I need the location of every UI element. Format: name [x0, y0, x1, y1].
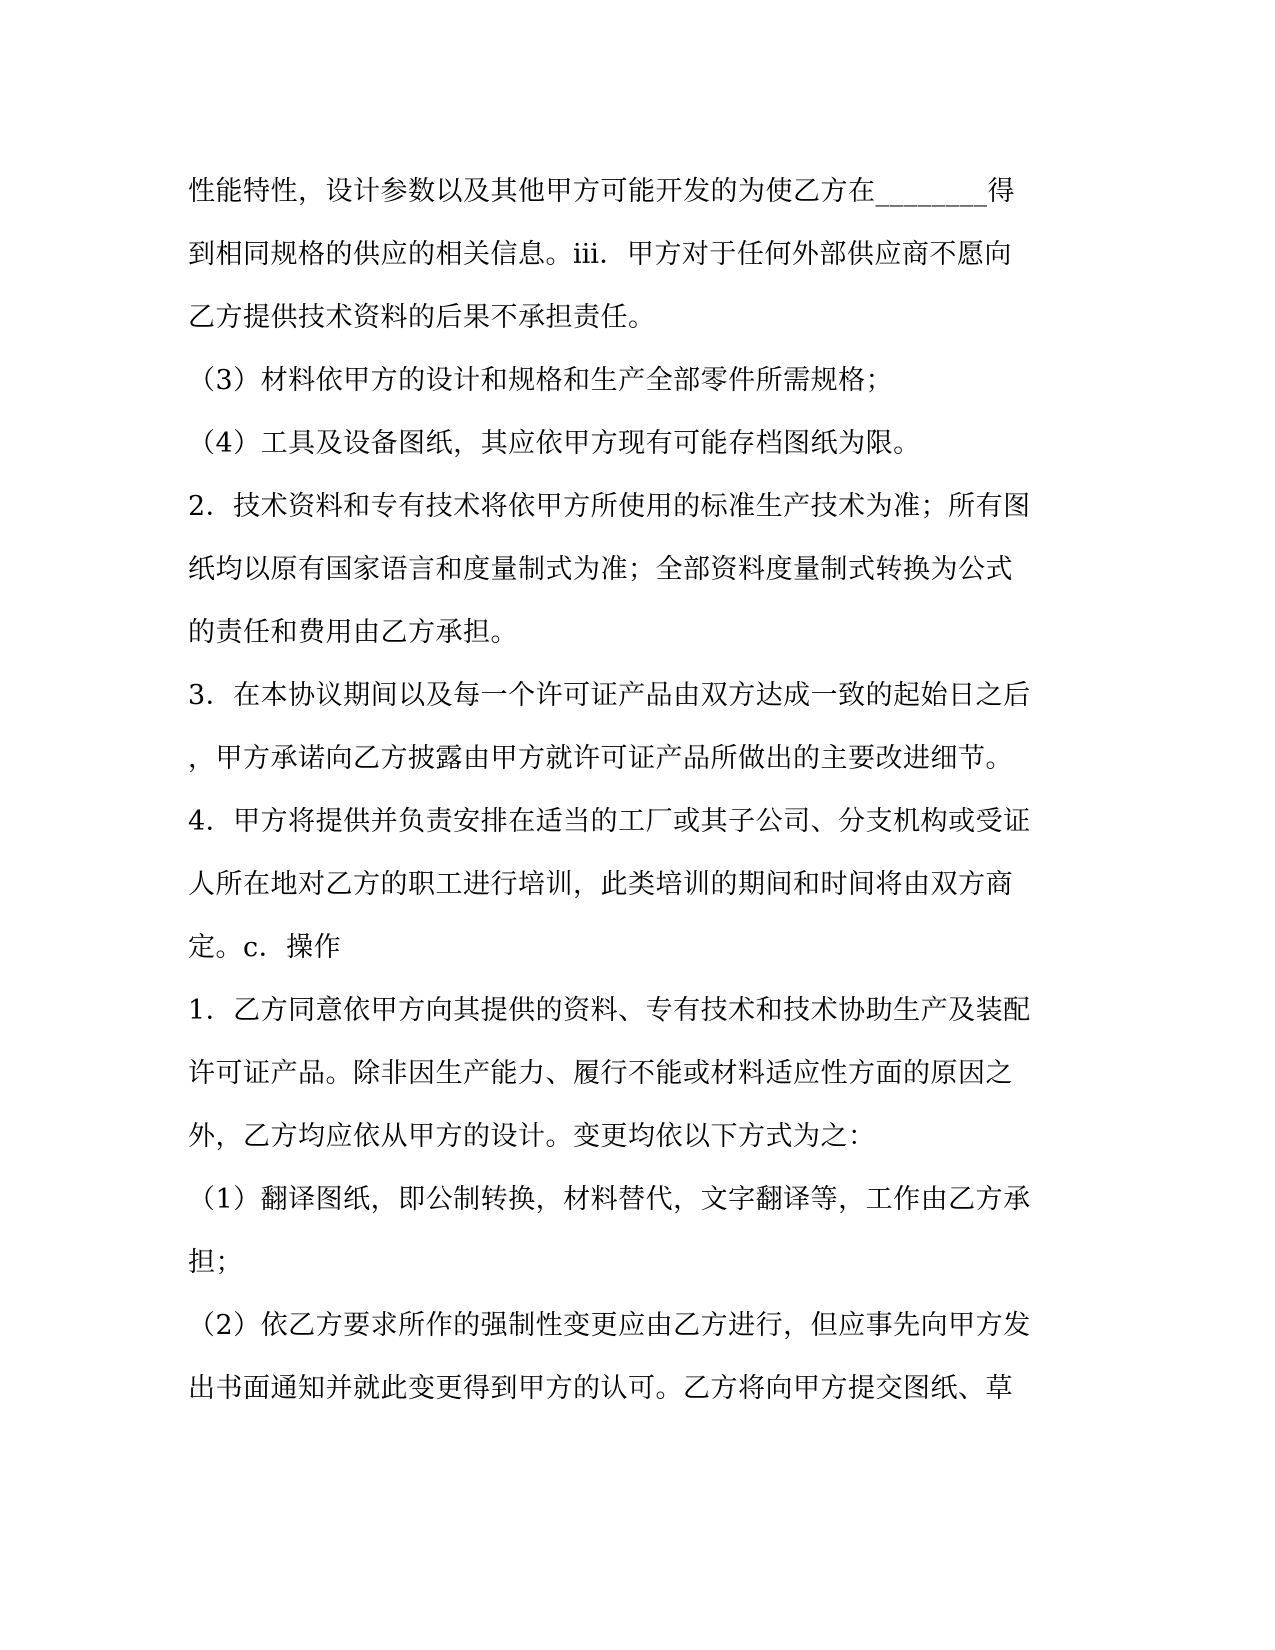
text-line: （3）材料依甲方的设计和规格和生产全部零件所需规格；	[188, 365, 894, 396]
text-line: 担；	[188, 1247, 243, 1278]
text-line: 2．技术资料和专有技术将依甲方所使用的标准生产技术为准；所有图	[188, 491, 1031, 522]
text-line: 性能特性，设计参数以及其他甲方可能开发的为使乙方在________得	[188, 176, 1015, 207]
text-line: 许可证产品。除非因生产能力、履行不能或材料适应性方面的原因之	[188, 1058, 1013, 1089]
text-line: 3．在本协议期间以及每一个许可证产品由双方达成一致的起始日之后	[188, 680, 1031, 711]
text-line: 人所在地对乙方的职工进行培训，此类培训的期间和时间将由双方商	[188, 869, 1013, 900]
text-line: 4．甲方将提供并负责安排在适当的工厂或其子公司、分支机构或受证	[188, 806, 1031, 837]
text-line: 外，乙方均应依从甲方的设计。变更均依以下方式为之：	[188, 1121, 876, 1152]
text-line: （2）依乙方要求所作的强制性变更应由乙方进行，但应事先向甲方发	[188, 1310, 1031, 1341]
text-line: 的责任和费用由乙方承担。	[188, 617, 518, 648]
text-line: 乙方提供技术资料的后果不承担责任。	[188, 302, 656, 333]
body-text	[188, 160, 1088, 1420]
text-line: 到相同规格的供应的相关信息。ⅲ．甲方对于任何外部供应商不愿向	[188, 239, 1012, 270]
text-line: 1．乙方同意依甲方向其提供的资料、专有技术和技术协助生产及装配	[188, 995, 1031, 1026]
text-line: （1）翻译图纸，即公制转换，材料替代，文字翻译等，工作由乙方承	[188, 1184, 1031, 1215]
text-line: 纸均以原有国家语言和度量制式为准；全部资料度量制式转换为公式	[188, 554, 1013, 585]
text-line: ，甲方承诺向乙方披露由甲方就许可证产品所做出的主要改进细节。	[188, 743, 1013, 774]
text-line: 出书面通知并就此变更得到甲方的认可。乙方将向甲方提交图纸、草	[188, 1373, 1013, 1404]
text-line: （4）工具及设备图纸，其应依甲方现有可能存档图纸为限。	[188, 428, 921, 459]
text-line: 定。c．操作	[188, 932, 342, 963]
